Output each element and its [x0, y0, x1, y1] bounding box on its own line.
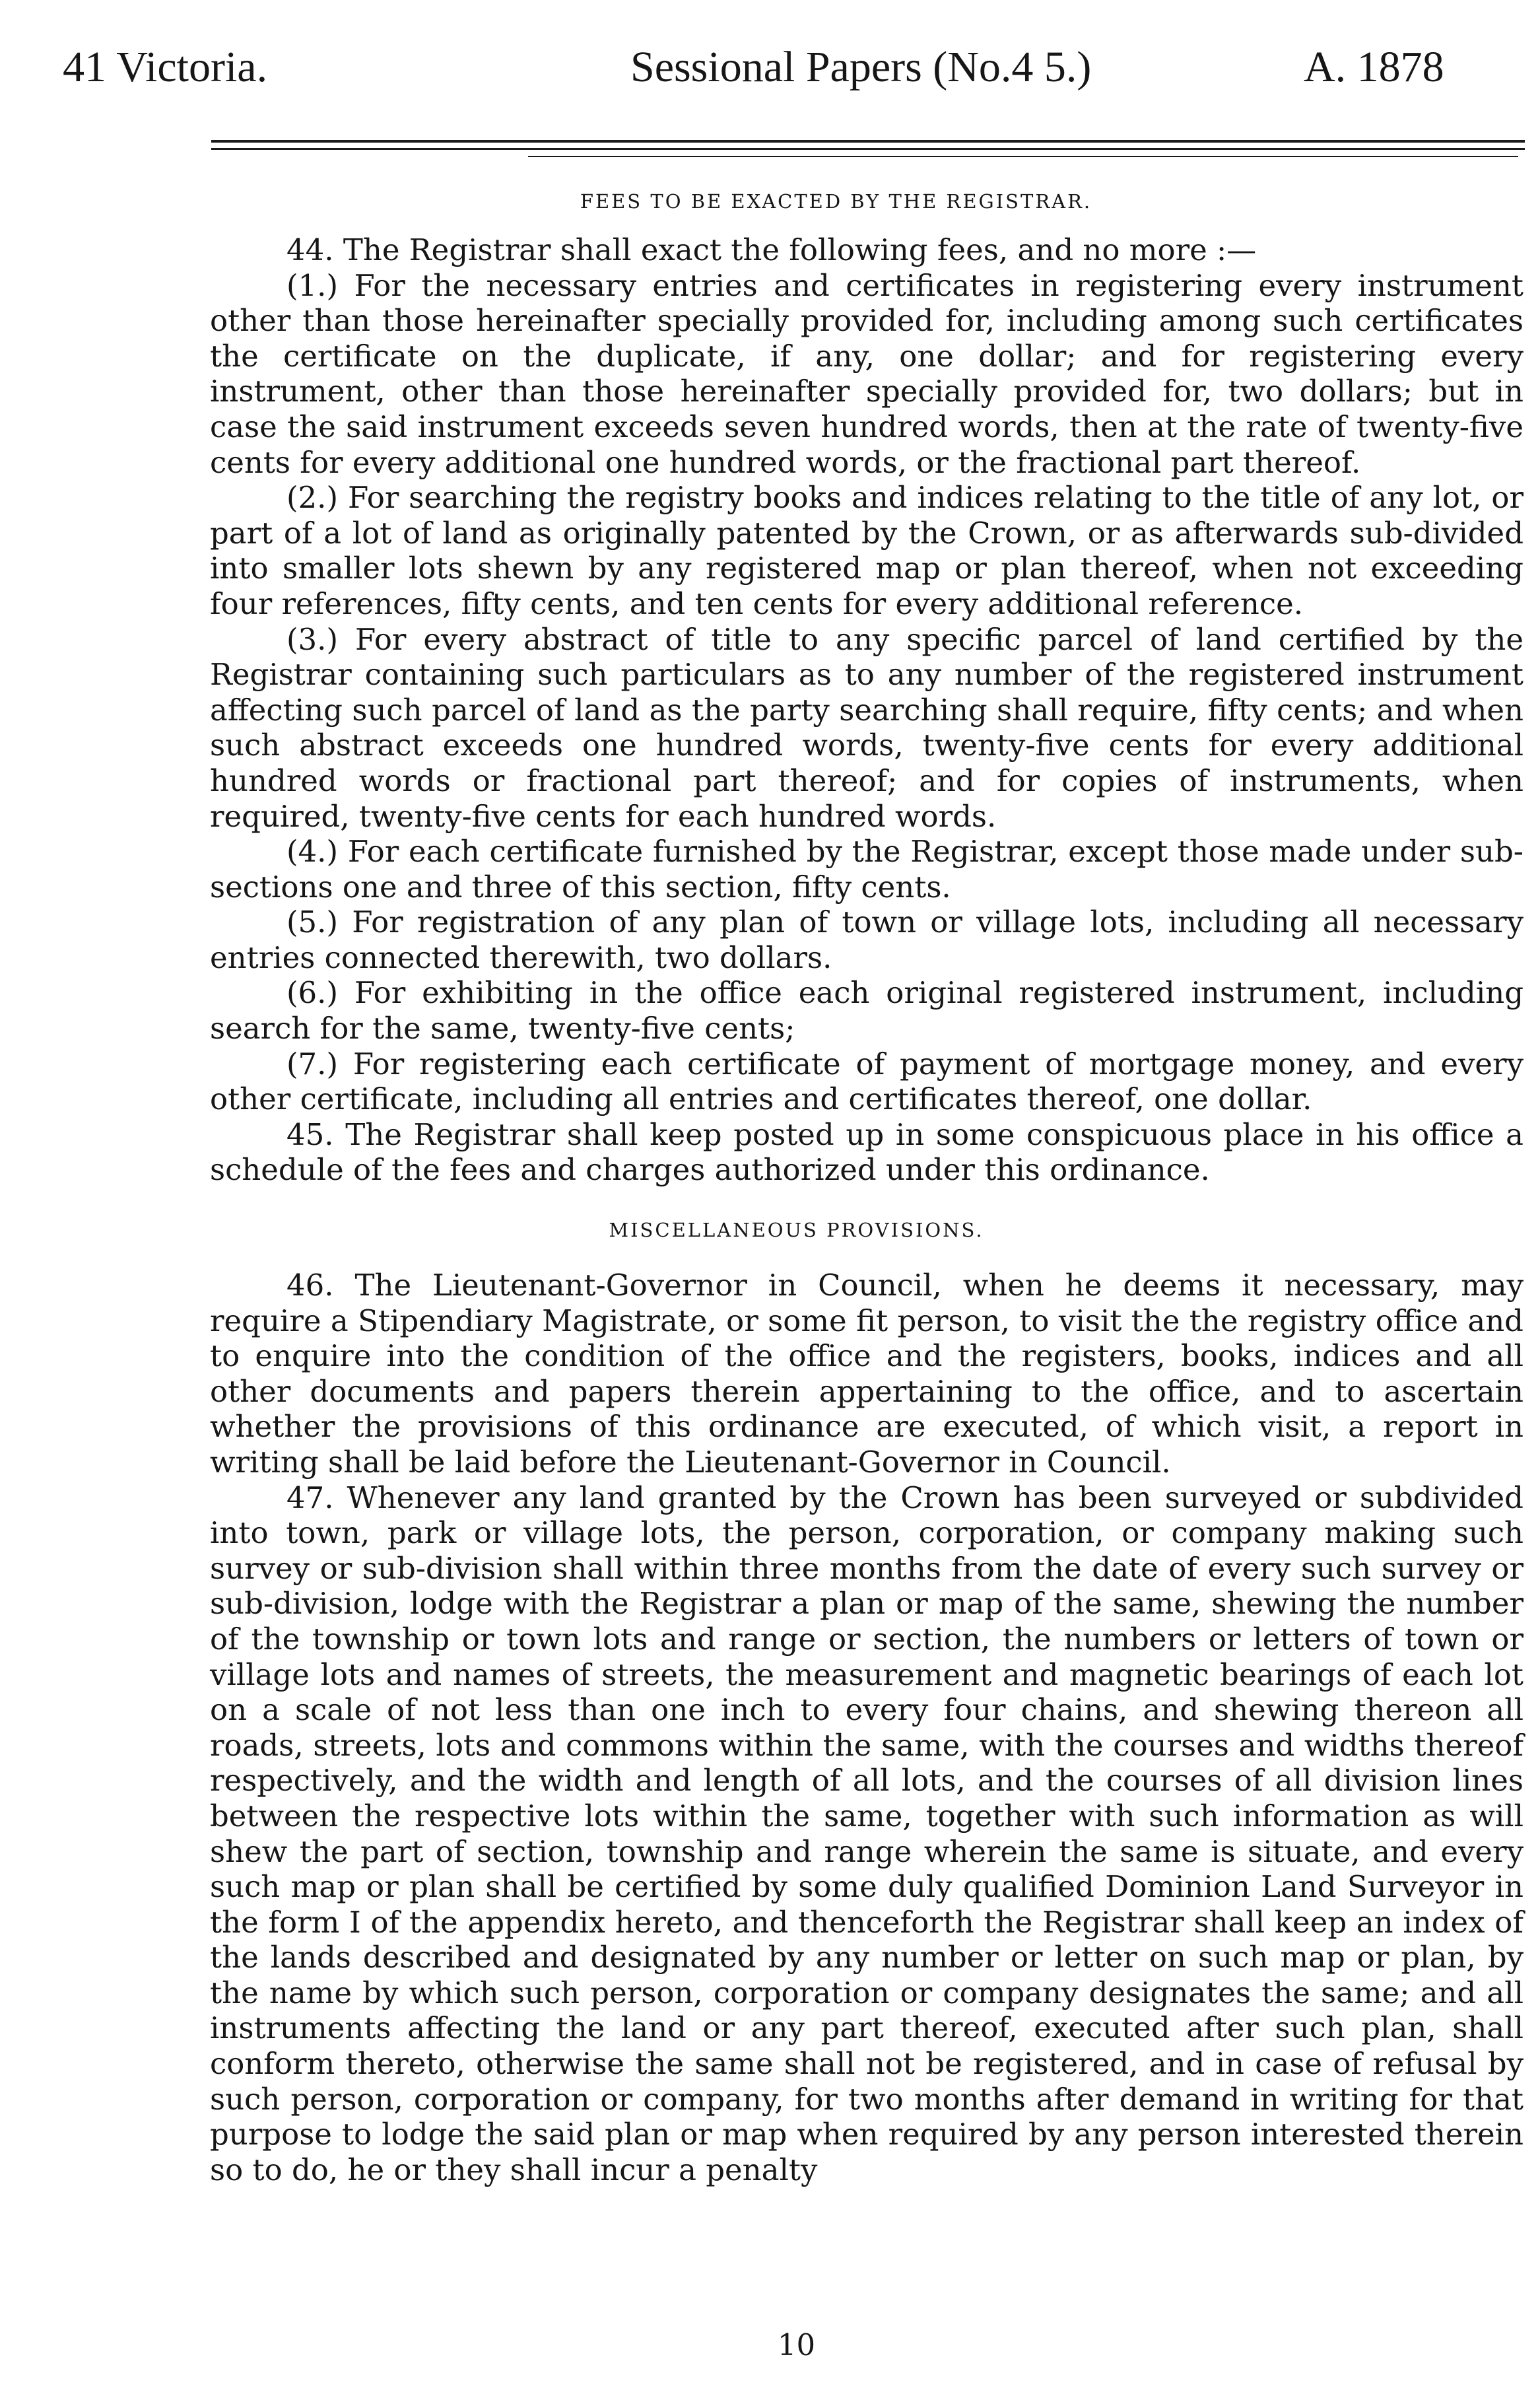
paragraph-44-7: (7.) For registering each certificate of payment of mortgage money, and every other certificate, including all entries and certificates thereof, one dollar. — [210, 1046, 1523, 1117]
paragraph-44-4: (4.) For each certificate furnished by the Registrar, except those made under sub-sections one and three of this section, fifty cents. — [210, 834, 1523, 905]
header-rule-secondary — [211, 148, 1525, 150]
header-rule — [211, 140, 1525, 143]
misc-section-body — [210, 1268, 1523, 2187]
paragraph-44-5: (5.) For registration of any plan of town or village lots, including all necessary entries connected therewith, two dollars. — [210, 905, 1523, 975]
page-number: 10 — [777, 2327, 816, 2362]
paragraph-44: 44. The Registrar shall exact the following fees, and no more :— — [286, 232, 1257, 267]
paragraph-44-1: (1.) For the necessary entries and certificates in registering every instrument other than those hereinafter specially provided for, including among such certificates the certificate on the duplicate, if any, one dollar; and for registering every instrument, other than those hereinafter specially provided for, two dollars; but in case the said instrument exceeds seven hundred words, then at the rate of twenty-five cents for every additional one hundred words, or the fractional part thereof. — [210, 267, 1523, 480]
fees-section-body — [210, 232, 1523, 1188]
header-sessional-papers: Sessional Papers (No.4 5.) — [630, 43, 1092, 91]
paragraph-45: 45. The Registrar shall keep posted up in some conspicuous place in his office a schedule of the fees and charges authorized under this ordinance. — [210, 1116, 1523, 1188]
header-year: A. 1878 — [1304, 43, 1444, 91]
paragraph-44-2: (2.) For searching the registry books and indices relating to the title of any lot, or part of a lot of land as originally patented by the Crown, or as afterwards sub-divided into smaller lots shewn by any registered map or plan thereof, when not exceeding four references, fifty cents, and ten cents for every additional reference. — [210, 480, 1523, 621]
paragraph-46: 46. The Lieutenant-Governor in Council, when he deems it necessary, may require a Stipendiary Magistrate, or some fit person, to visit the the registry office and to enquire into the condition of the office and the registers, books, indices and all other documents and papers therein appertaining to the office, and to ascertain whether the provisions of this ordinance are executed, of which visit, a report in writing shall be laid before the Lieutenant-Governor in Council. — [210, 1268, 1523, 1480]
section-heading-miscellaneous: MISCELLANEOUS PROVISIONS. — [609, 1219, 984, 1241]
header-session: 41 Victoria. — [63, 43, 268, 91]
paragraph-47: 47. Whenever any land granted by the Crown has been surveyed or subdivided into town, park or village lots, the person, corporation, or company making such survey or sub-division shall within three months from the date of every such survey or sub-division, lodge with the Registrar a plan or map of the same, shewing the number of the township or town lots and range or section, the numbers or letters of town or village lots and names of streets, the measurement and magnetic bearings of each lot on a scale of not less than one inch to every four chains, and shewing thereon all roads, streets, lots and commons within the same, with the courses and widths thereof respectively, and the width and length of all lots, and the courses of all division lines between the respective lots within the same, together with such information as will shew the part of section, township and range wherein the same is situate, and every such map or plan shall be certified by some duly qualified Dominion Land Surveyor in the form I of the appendix hereto, and thenceforth the Registrar shall keep an index of the lands described and designated by any number or letter on such map or plan, by the name by which such person, corporation or company designates the same; and all instruments affecting the land or any part thereof, executed after such plan, shall conform thereto, otherwise the same shall not be registered, and in case of refusal by such person, corporation or company, for two months after demand in writing for that purpose to lodge the said plan or map when required by any person interested therein so to do, he or they shall incur a penalty — [210, 1480, 1523, 2187]
running-header — [63, 34, 1522, 100]
section-heading-fees: FEES TO BE EXACTED BY THE REGISTRAR. — [580, 190, 1092, 213]
paragraph-44-6: (6.) For exhibiting in the office each original registered instrument, including search for the same, twenty-five cents; — [210, 975, 1523, 1046]
header-rule-tertiary — [528, 156, 1518, 157]
paragraph-44-3: (3.) For every abstract of title to any specific parcel of land certified by the Registrar containing such particulars as to any number of the registered instrument affecting such parcel of land as the party searching shall require, fifty cents; and when such abstract exceeds one hundred words, twenty-five cents for every additional hundred words or fractional part thereof; and for copies of instruments, when required, twenty-five cents for each hundred words. — [210, 621, 1523, 834]
